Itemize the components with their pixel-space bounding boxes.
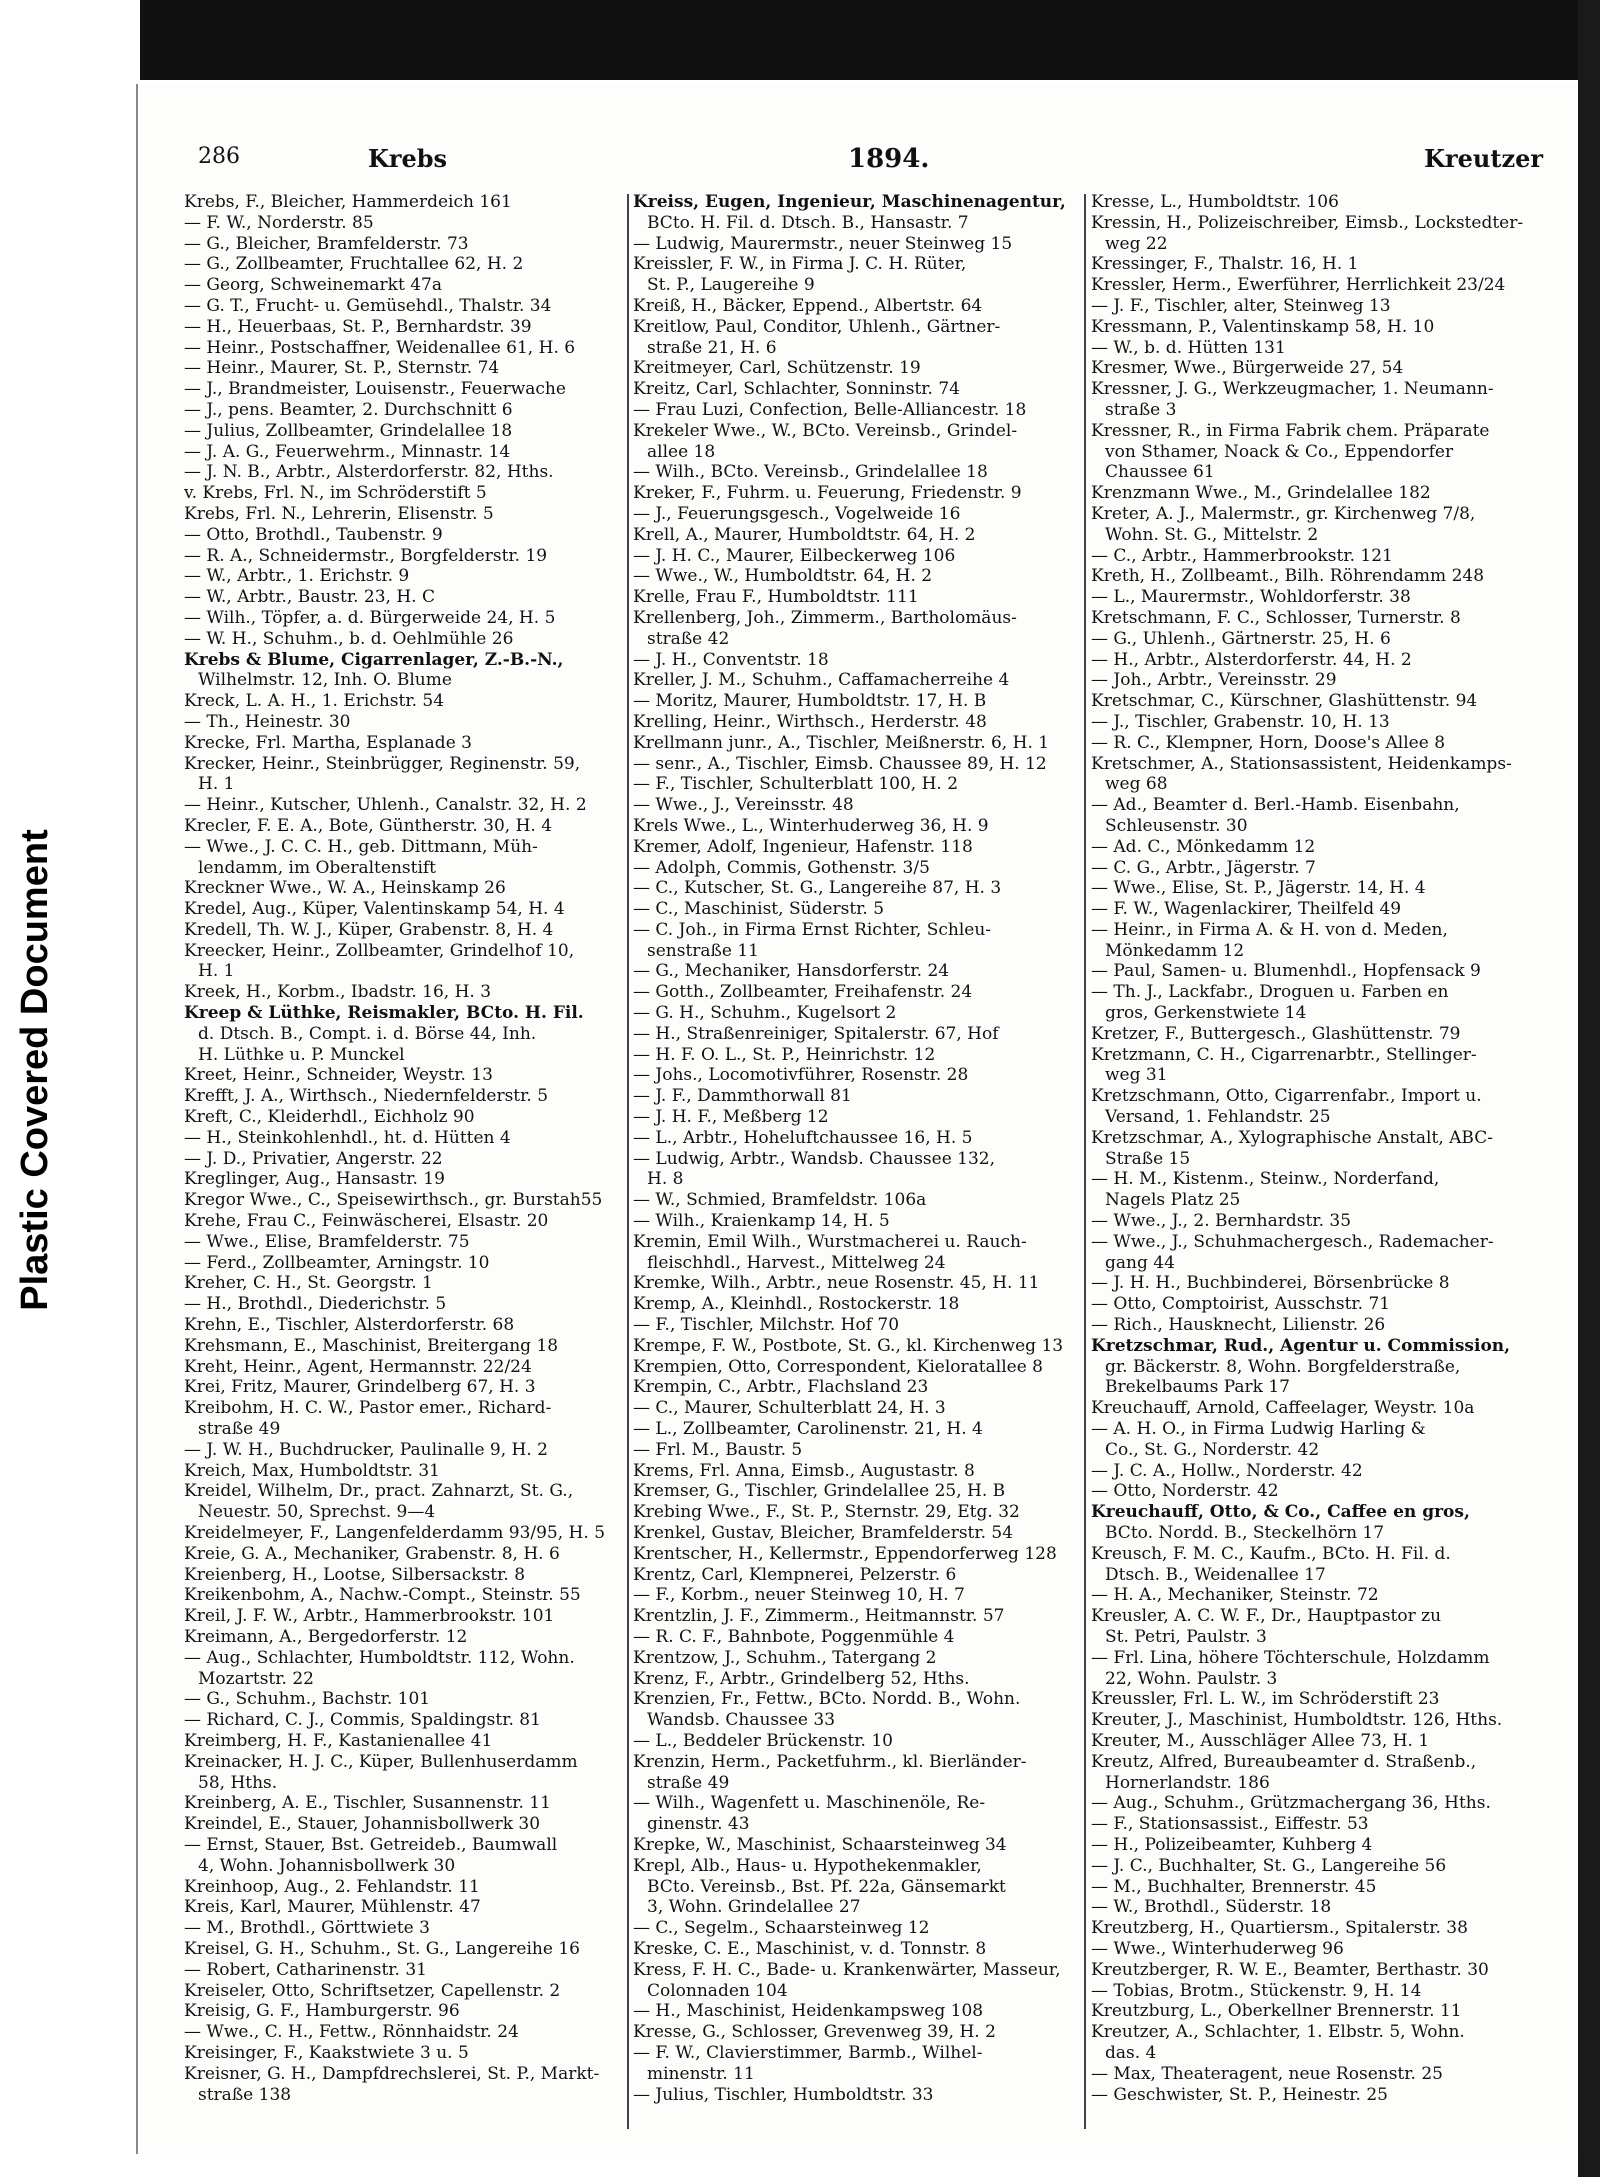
directory-entry: — F., Tischler, Schulterblatt 100, H. 2 (633, 774, 959, 795)
directory-entry: Kreutzberg, H., Quartiersm., Spitalerstr. 38 (1091, 1918, 1468, 1939)
directory-entry: — C., Segelm., Schaarsteinweg 12 (633, 1918, 930, 1939)
directory-entry: Krecker, Heinr., Steinbrügger, Reginenstr. 59, (184, 753, 581, 774)
directory-entry: — Wwe., J., Vereinsstr. 48 (633, 795, 854, 816)
directory-entry: — C., Kutscher, St. G., Langereihe 87, H. 3 (633, 878, 1002, 899)
directory-entry: gros, Gerkenstwiete 14 (1105, 1003, 1307, 1024)
directory-entry: gr. Bäckerstr. 8, Wohn. Borgfelderstraße, (1105, 1356, 1461, 1377)
directory-entry: Kressin, H., Polizeischreiber, Eimsb., Lockstedter- (1091, 212, 1524, 233)
directory-entry: Kredell, Th. W. J., Küper, Grabenstr. 8, H. 4 (184, 919, 554, 940)
directory-entry: — H. M., Kistenm., Steinw., Norderfand, (1091, 1169, 1440, 1190)
directory-entry: — Julius, Zollbeamter, Grindelallee 18 (184, 420, 513, 441)
directory-entry: Krenkel, Gustav, Bleicher, Bramfelderstr. 54 (633, 1523, 1014, 1543)
directory-entry: — H., Maschinist, Heidenkampsweg 108 (633, 2001, 984, 2022)
directory-entry: — J. C., Buchhalter, St. G., Langereihe 56 (1091, 1855, 1447, 1876)
directory-entry: — Richard, C. J., Commis, Spaldingstr. 81 (184, 1710, 541, 1731)
directory-entry: — Ludwig, Arbtr., Wandsb. Chaussee 132, (633, 1148, 996, 1169)
directory-entry: — W., Arbtr., 1. Erichstr. 9 (184, 566, 410, 587)
directory-entry: senstraße 11 (647, 940, 760, 961)
directory-entry: — Wwe., Winterhuderweg 96 (1091, 1938, 1344, 1959)
directory-entry: Krentzow, J., Schuhm., Tatergang 2 (633, 1647, 937, 1668)
directory-entry: minenstr. 11 (647, 2063, 755, 2084)
directory-entry: — Otto, Comptoirist, Ausschstr. 71 (1091, 1294, 1391, 1315)
directory-entry: — J. F., Dammthorwall 81 (633, 1086, 852, 1107)
directory-entry: BCto. H. Fil. d. Dtsch. B., Hansastr. 7 (647, 212, 969, 233)
directory-entry: — Heinr., Postschaffner, Weidenallee 61, H. 6 (184, 337, 576, 358)
directory-entry: Kreglinger, Aug., Hansastr. 19 (184, 1169, 445, 1190)
directory-entry: Kreil, J. F. W., Arbtr., Hammerbrookstr. 101 (184, 1606, 555, 1627)
directory-entry: Krebs & Blume, Cigarrenlager, Z.-B.-N., (184, 649, 564, 670)
directory-entry: Kretzschmar, A., Xylographische Anstalt, ABC- (1091, 1127, 1493, 1148)
directory-entry: — Paul, Samen- u. Blumenhdl., Hopfensack 9 (1091, 961, 1481, 982)
directory-entry: — C. G., Arbtr., Jägerstr. 7 (1091, 857, 1316, 878)
directory-entry: Kreimann, A., Bergedorferstr. 12 (184, 1626, 468, 1647)
directory-entry: Brekelbaums Park 17 (1105, 1377, 1290, 1398)
directory-entry: Krehn, E., Tischler, Alsterdorferstr. 68 (184, 1315, 515, 1336)
directory-entry: Krei, Fritz, Maurer, Grindelberg 67, H. 3 (184, 1377, 536, 1398)
directory-entry: — Geschwister, St. P., Heinestr. 25 (1091, 2084, 1388, 2105)
directory-entry: Krels Wwe., L., Winterhuderweg 36, H. 9 (633, 815, 989, 836)
directory-entry: Kreinhoop, Aug., 2. Fehlandstr. 11 (184, 1876, 480, 1897)
directory-entry: — Wwe., C. H., Fettw., Rönnhaidstr. 24 (184, 2022, 519, 2043)
directory-entry: — G., Schuhm., Bachstr. 101 (184, 1689, 431, 1710)
directory-entry: Kresse, G., Schlosser, Grevenweg 39, H. 2 (633, 2022, 996, 2043)
directory-entry: Krecler, F. E. A., Bote, Güntherstr. 30, H. 4 (184, 815, 553, 836)
directory-entry: — G., Bleicher, Bramfelderstr. 73 (184, 233, 469, 254)
directory-entry: — J., pens. Beamter, 2. Durchschnitt 6 (184, 399, 513, 420)
directory-entry: — Heinr., in Firma A. & H. von d. Meden, (1091, 919, 1448, 940)
directory-entry: Kreuchauff, Arnold, Caffeelager, Weystr. 10a (1091, 1398, 1475, 1419)
directory-entry: Kreher, C. H., St. Georgstr. 1 (184, 1273, 433, 1294)
directory-entry: Kreck, L. A. H., 1. Erichstr. 54 (184, 691, 445, 712)
directory-entry: Krellenberg, Joh., Zimmerm., Bartholomäus- (633, 607, 1017, 628)
directory-entry: Colonnaden 104 (647, 1980, 788, 2001)
directory-entry: — H., Heuerbaas, St. P., Bernhardstr. 39 (184, 316, 532, 337)
directory-entry: — J. C. A., Hollw., Norderstr. 42 (1091, 1460, 1363, 1481)
directory-entry: — W., Schmied, Bramfeldstr. 106a (633, 1190, 927, 1211)
directory-column-2 (633, 192, 1083, 2132)
directory-entry: — H., Straßenreiniger, Spitalerstr. 67, Hof (633, 1023, 999, 1044)
directory-entry: — L., Maurermstr., Wohldorferstr. 38 (1091, 587, 1411, 608)
directory-entry: — L., Beddeler Brückenstr. 10 (633, 1730, 893, 1751)
directory-entry: v. Krebs, Frl. N., im Schröderstift 5 (184, 483, 487, 504)
directory-entry: — Tobias, Brotm., Stückenstr. 9, H. 14 (1091, 1980, 1422, 2001)
directory-entry: St. P., Laugereihe 9 (647, 275, 815, 296)
directory-entry: — F., Tischler, Milchstr. Hof 70 (633, 1315, 900, 1336)
directory-entry: H. Lüthke u. P. Munckel (198, 1044, 405, 1065)
directory-entry: — F., Korbm., neuer Steinweg 10, H. 7 (633, 1585, 965, 1606)
directory-entry: — J., Feuerungsgesch., Vogelweide 16 (633, 503, 961, 524)
directory-entry: — Heinr., Maurer, St. P., Sternstr. 74 (184, 358, 500, 379)
side-label: Plastic Covered Document (14, 829, 56, 1311)
directory-entry: Kreht, Heinr., Agent, Hermannstr. 22/24 (184, 1356, 532, 1377)
page-number: 286 (198, 144, 240, 169)
directory-entry: Kreuter, M., Ausschläger Allee 73, H. 1 (1091, 1730, 1430, 1751)
directory-entry: lendamm, im Oberaltenstift (198, 857, 437, 878)
directory-entry: — W., Brothdl., Süderstr. 18 (1091, 1897, 1332, 1918)
directory-entry: fleischhdl., Harvest., Mittelweg 24 (647, 1252, 946, 1273)
directory-entry: — Wwe., J. C. C. H., geb. Dittmann, Müh- (184, 836, 538, 857)
directory-entry: — J. D., Privatier, Angerstr. 22 (184, 1148, 443, 1169)
directory-entry: — Ernst, Stauer, Bst. Getreideb., Baumwall (184, 1834, 558, 1855)
directory-entry: Kreitz, Carl, Schlachter, Sonninstr. 74 (633, 379, 960, 400)
directory-entry: Kreutzburg, L., Oberkellner Brennerstr. 11 (1091, 2001, 1462, 2022)
directory-entry: — Julius, Tischler, Humboldtstr. 33 (633, 2084, 934, 2105)
directory-entry: Kressler, Herm., Ewerführer, Herrlichkeit 23/24 (1091, 275, 1506, 296)
directory-entry: Krebs, Frl. N., Lehrerin, Elisenstr. 5 (184, 503, 494, 524)
directory-entry: Kreinberg, A. E., Tischler, Susannenstr. 11 (184, 1793, 551, 1814)
directory-entry: Kreimberg, H. F., Kastanienallee 41 (184, 1730, 493, 1751)
directory-entry: — J. H. F., Meßberg 12 (633, 1107, 829, 1128)
directory-entry: Krefft, J. A., Wirthsch., Niedernfelderstr. 5 (184, 1086, 549, 1107)
directory-entry: Kreker, F., Fuhrm. u. Feuerung, Friedenstr. 9 (633, 483, 1022, 504)
directory-entry: — C. Joh., in Firma Ernst Richter, Schleu- (633, 919, 992, 940)
directory-entry: Krellmann junr., A., Tischler, Meißnerstr. 6, H. 1 (633, 732, 1050, 753)
directory-entry: — Wwe., Elise, St. P., Jägerstr. 14, H. 4 (1091, 878, 1426, 899)
directory-entry: — J., Brandmeister, Louisenstr., Feuerwache (184, 379, 566, 400)
scan-border-right (1578, 0, 1600, 2177)
directory-entry: weg 22 (1105, 233, 1168, 254)
directory-entry: — H. F. O. L., St. P., Heinrichstr. 12 (633, 1044, 936, 1065)
directory-entry: Wandsb. Chaussee 33 (647, 1710, 836, 1731)
directory-entry: Kregor Wwe., C., Speisewirthsch., gr. Burstah55 (184, 1190, 603, 1211)
directory-entry: — H., Polizeibeamter, Kuhberg 4 (1091, 1834, 1373, 1855)
directory-entry: — Th., Heinestr. 30 (184, 711, 351, 732)
directory-entry: weg 31 (1105, 1065, 1168, 1086)
directory-entry: St. Petri, Paulstr. 3 (1105, 1626, 1267, 1647)
directory-entry: — Otto, Norderstr. 42 (1091, 1481, 1279, 1502)
directory-entry: Krepl, Alb., Haus- u. Hypothekenmakler, (633, 1855, 982, 1876)
directory-entry: Krelling, Heinr., Wirthsch., Herderstr. 48 (633, 711, 987, 732)
directory-entry: Krems, Frl. Anna, Eimsb., Augustastr. 8 (633, 1460, 975, 1481)
directory-entry: Krenzin, Herm., Packetfuhrm., kl. Bierländer- (633, 1751, 1027, 1772)
directory-entry: Kretzschmann, Otto, Cigarrenfabr., Import u. (1091, 1086, 1482, 1107)
directory-entry: Kreutz, Alfred, Bureaubeamter d. Straßenb., (1091, 1751, 1477, 1772)
directory-entry: Kremin, Emil Wilh., Wurstmacherei u. Rauch- (633, 1231, 1027, 1252)
directory-entry: — H. A., Mechaniker, Steinstr. 72 (1091, 1585, 1379, 1606)
directory-entry: — Otto, Brothdl., Taubenstr. 9 (184, 524, 443, 545)
directory-entry: — Wwe., W., Humboldtstr. 64, H. 2 (633, 566, 933, 587)
directory-entry: — G., Zollbeamter, Fruchtallee 62, H. 2 (184, 254, 524, 275)
directory-entry: — Ad., Beamter d. Berl.-Hamb. Eisenbahn, (1091, 795, 1460, 816)
directory-entry: — L., Zollbeamter, Carolinenstr. 21, H. 4 (633, 1419, 983, 1440)
directory-entry: — Ferd., Zollbeamter, Arningstr. 10 (184, 1252, 490, 1273)
directory-entry: — Frau Luzi, Confection, Belle-Alliancestr. 18 (633, 399, 1027, 420)
directory-entry: Krentzlin, J. F., Zimmerm., Heitmannstr. 57 (633, 1606, 1005, 1627)
directory-entry: — R. C. F., Bahnbote, Poggenmühle 4 (633, 1626, 955, 1647)
directory-entry: Krehe, Frau C., Feinwäscherei, Elsastr. 20 (184, 1211, 549, 1232)
directory-entry: — Frl. M., Baustr. 5 (633, 1439, 803, 1460)
directory-entry: Krebing Wwe., F., St. P., Sternstr. 29, Etg. 32 (633, 1502, 1020, 1523)
directory-entry: — Ludwig, Maurermstr., neuer Steinweg 15 (633, 233, 1013, 254)
directory-entry: Kreiß, H., Bäcker, Eppend., Albertstr. 64 (633, 295, 983, 316)
directory-entry: Kreie, G. A., Mechaniker, Grabenstr. 8, H. 6 (184, 1543, 560, 1564)
directory-entry: straße 42 (647, 628, 730, 649)
directory-entry: Krenzien, Fr., Fettw., BCto. Nordd. B., Wohn. (633, 1689, 1021, 1710)
directory-entry: Kreinacker, H. J. C., Küper, Bullenhuserdamm (184, 1751, 578, 1772)
directory-entry: Kreske, C. E., Maschinist, v. d. Tonnstr. 8 (633, 1938, 987, 1959)
directory-entry: Kreft, C., Kleiderhdl., Eichholz 90 (184, 1107, 475, 1128)
directory-entry: Krempe, F. W., Postbote, St. G., kl. Kirchenweg 13 (633, 1335, 1064, 1356)
directory-entry: Kretschmer, A., Stationsassistent, Heidenkamps- (1091, 753, 1512, 774)
directory-entry: — G., Mechaniker, Hansdorferstr. 24 (633, 961, 950, 982)
directory-entry: Kreissler, F. W., in Firma J. C. H. Rüter, (633, 254, 967, 275)
directory-entry: Wohn. St. G., Mittelstr. 2 (1105, 524, 1319, 545)
column-divider (1084, 194, 1086, 2129)
header-year: 1894. (848, 144, 930, 174)
directory-entry: — J. F., Tischler, alter, Steinweg 13 (1091, 295, 1391, 316)
directory-entry: — G., Uhlenh., Gärtnerstr. 25, H. 6 (1091, 628, 1391, 649)
directory-entry: d. Dtsch. B., Compt. i. d. Börse 44, Inh. (198, 1023, 537, 1044)
directory-entry: — J. H. C., Maurer, Eilbeckerweg 106 (633, 545, 956, 566)
directory-entry: Kreisner, G. H., Dampfdrechslerei, St. P., Markt- (184, 2063, 600, 2084)
directory-entry: Kreckner Wwe., W. A., Heinskamp 26 (184, 878, 506, 899)
directory-entry: BCto. Nordd. B., Steckelhörn 17 (1105, 1523, 1385, 1543)
directory-entry: Krenz, F., Arbtr., Grindelberg 52, Hths. (633, 1668, 970, 1689)
directory-entry: — J., Tischler, Grabenstr. 10, H. 13 (1091, 711, 1390, 732)
directory-entry: 3, Wohn. Grindelallee 27 (647, 1897, 861, 1918)
directory-entry: — Joh., Arbtr., Vereinsstr. 29 (1091, 670, 1337, 691)
directory-entry: — Georg, Schweinemarkt 47a (184, 275, 442, 296)
directory-entry: Kreusch, F. M. C., Kaufm., BCto. H. Fil. d. (1091, 1543, 1451, 1564)
directory-entry: — H., Brothdl., Diederichstr. 5 (184, 1294, 447, 1315)
directory-entry: — Max, Theateragent, neue Rosenstr. 25 (1091, 2063, 1443, 2084)
directory-entry: Krelle, Frau F., Humboldtstr. 111 (633, 587, 919, 608)
directory-entry: — Frl. Lina, höhere Töchterschule, Holzdamm (1091, 1647, 1490, 1668)
directory-entry: Kreutzer, A., Schlachter, 1. Elbstr. 5, Wohn. (1091, 2022, 1465, 2043)
directory-entry: Schleusenstr. 30 (1105, 815, 1248, 836)
directory-entry: ginenstr. 43 (647, 1814, 750, 1835)
directory-entry: Kreutzberger, R. W. E., Beamter, Berthastr. 30 (1091, 1959, 1489, 1980)
directory-entry: — Wilh., Töpfer, a. d. Bürgerweide 24, H. 5 (184, 607, 556, 628)
directory-entry: Kreidelmeyer, F., Langenfelderdamm 93/95, H. 5 (184, 1523, 606, 1543)
directory-entry: — J. N. B., Arbtr., Alsterdorferstr. 82, Hths. (184, 462, 554, 483)
directory-entry: Kremp, A., Kleinhdl., Rostockerstr. 18 (633, 1294, 960, 1315)
directory-entry: straße 21, H. 6 (647, 337, 777, 358)
directory-entry: Kresse, L., Humboldtstr. 106 (1091, 192, 1339, 212)
directory-entry: Kreet, Heinr., Schneider, Weystr. 13 (184, 1065, 493, 1086)
directory-entry: gang 44 (1105, 1252, 1175, 1273)
directory-entry: — J. W. H., Buchdrucker, Paulinalle 9, H. 2 (184, 1439, 548, 1460)
directory-entry: Kreikenbohm, A., Nachw.-Compt., Steinstr. 55 (184, 1585, 581, 1606)
directory-entry: Straße 15 (1105, 1148, 1191, 1169)
directory-entry: straße 49 (198, 1419, 281, 1440)
directory-entry: — Johs., Locomotivführer, Rosenstr. 28 (633, 1065, 969, 1086)
directory-entry: Kreecker, Heinr., Zollbeamter, Grindelhof 10, (184, 940, 575, 961)
directory-entry: Versand, 1. Fehlandstr. 25 (1105, 1107, 1331, 1128)
directory-entry: 4, Wohn. Johannisbollwerk 30 (198, 1855, 456, 1876)
directory-entry: Kreisinger, F., Kaakstwiete 3 u. 5 (184, 2042, 469, 2063)
directory-entry: — Adolph, Commis, Gothenstr. 3/5 (633, 857, 930, 878)
directory-entry: Krempin, C., Arbtr., Flachsland 23 (633, 1377, 929, 1398)
directory-entry: — G. T., Frucht- u. Gemüsehdl., Thalstr. 34 (184, 295, 552, 316)
page-header (198, 144, 1543, 188)
directory-entry: Kretzer, F., Buttergesch., Glashüttenstr. 79 (1091, 1023, 1461, 1044)
directory-entry: Krecke, Frl. Martha, Esplanade 3 (184, 732, 472, 753)
directory-entry: Krepke, W., Maschinist, Schaarsteinweg 34 (633, 1834, 1007, 1855)
directory-entry: — Robert, Catharinenstr. 31 (184, 1959, 427, 1980)
directory-entry: — J. H., Conventstr. 18 (633, 649, 829, 670)
directory-entry: — H., Steinkohlenhdl., ht. d. Hütten 4 (184, 1127, 511, 1148)
directory-entry: — W., Arbtr., Baustr. 23, H. C (184, 587, 435, 608)
directory-entry: Chaussee 61 (1105, 462, 1215, 483)
directory-entry: — Wwe., Elise, Bramfelderstr. 75 (184, 1231, 470, 1252)
directory-entry: Kreidel, Wilhelm, Dr., pract. Zahnarzt, St. G., (184, 1481, 574, 1502)
directory-entry: — F. W., Wagenlackirer, Theilfeld 49 (1091, 899, 1402, 920)
directory-entry: weg 68 (1105, 774, 1168, 795)
directory-entry: — R. C., Klempner, Horn, Doose's Allee 8 (1091, 732, 1446, 753)
directory-entry: Kreusler, A. C. W. F., Dr., Hauptpastor zu (1091, 1606, 1442, 1627)
directory-entry: — H., Arbtr., Alsterdorferstr. 44, H. 2 (1091, 649, 1412, 670)
directory-entry: — J. A. G., Feuerwehrm., Minnastr. 14 (184, 441, 511, 462)
directory-entry: Kreller, J. M., Schuhm., Caffamacherreihe 4 (633, 670, 1010, 691)
directory-entry: Kressinger, F., Thalstr. 16, H. 1 (1091, 254, 1359, 275)
directory-column-3 (1091, 192, 1541, 2132)
directory-entry: Krentz, Carl, Klempnerei, Pelzerstr. 6 (633, 1564, 957, 1585)
directory-entry: — Wwe., J., 2. Bernhardstr. 35 (1091, 1211, 1352, 1232)
scan-border-top (140, 0, 1600, 80)
directory-entry: Neuestr. 50, Sprechst. 9—4 (198, 1502, 436, 1523)
directory-entry: Kremke, Wilh., Arbtr., neue Rosenstr. 45, H. 11 (633, 1273, 1040, 1294)
directory-entry: — G. H., Schuhm., Kugelsort 2 (633, 1003, 897, 1024)
directory-entry: — C., Maurer, Schulterblatt 24, H. 3 (633, 1398, 946, 1419)
directory-entry: Krell, A., Maurer, Humboldtstr. 64, H. 2 (633, 524, 976, 545)
directory-entry: 58, Hths. (198, 1772, 278, 1793)
header-first-name: Krebs (368, 144, 448, 173)
directory-entry: Kretzmann, C. H., Cigarrenarbtr., Stellinger- (1091, 1044, 1477, 1065)
directory-entry: 22, Wohn. Paulstr. 3 (1105, 1668, 1278, 1689)
directory-entry: Nagels Platz 25 (1105, 1190, 1241, 1211)
directory-entry: Kreich, Max, Humboldtstr. 31 (184, 1460, 440, 1481)
directory-entry: Krentscher, H., Kellermstr., Eppendorferweg 128 (633, 1543, 1057, 1564)
directory-entry: Kreis, Karl, Maurer, Mühlenstr. 47 (184, 1897, 481, 1918)
directory-entry: Kreindel, E., Stauer, Johannisbollwerk 30 (184, 1814, 541, 1835)
directory-entry: Kreisig, G. F., Hamburgerstr. 96 (184, 2001, 460, 2022)
directory-entry: H. 1 (198, 961, 235, 982)
directory-entry: H. 8 (647, 1169, 684, 1190)
directory-entry: Kreuter, J., Maschinist, Humboldtstr. 126, Hths. (1091, 1710, 1503, 1731)
directory-entry: Kremser, G., Tischler, Grindelallee 25, H. B (633, 1481, 1006, 1502)
directory-entry: Hornerlandstr. 186 (1105, 1772, 1270, 1793)
header-last-name: Kreutzer (1424, 144, 1543, 173)
directory-entry: Krehsmann, E., Maschinist, Breitergang 18 (184, 1335, 559, 1356)
directory-entry: Mozartstr. 22 (198, 1668, 314, 1689)
directory-entry: — J. H. H., Buchbinderei, Börsenbrücke 8 (1091, 1273, 1450, 1294)
directory-entry: — R. A., Schneidermstr., Borgfelderstr. 19 (184, 545, 548, 566)
directory-entry: — L., Arbtr., Hoheluftchaussee 16, H. 5 (633, 1127, 973, 1148)
directory-entry: Kretschmann, F. C., Schlosser, Turnerstr. 8 (1091, 607, 1461, 628)
directory-entry: — Rich., Hausknecht, Lilienstr. 26 (1091, 1315, 1386, 1336)
directory-entry: — Aug., Schlachter, Humboldtstr. 112, Wohn. (184, 1647, 575, 1668)
directory-entry: BCto. Vereinsb., Bst. Pf. 22a, Gänsemarkt (647, 1876, 1006, 1897)
column-divider (627, 194, 629, 2129)
directory-entry: — A. H. O., in Firma Ludwig Harling & (1091, 1419, 1426, 1440)
directory-entry: — Wwe., J., Schuhmachergesch., Rademacher- (1091, 1231, 1494, 1252)
document-page (136, 84, 1578, 2154)
directory-entry: — Ad. C., Mönkedamm 12 (1091, 836, 1316, 857)
directory-entry: straße 49 (647, 1772, 730, 1793)
directory-entry: allee 18 (647, 441, 716, 462)
directory-entry: — M., Brothdl., Görttwiete 3 (184, 1918, 430, 1939)
directory-entry: Kreth, H., Zollbeamt., Bilh. Röhrendamm 248 (1091, 566, 1485, 587)
directory-column-1 (184, 192, 624, 2132)
directory-entry: Wilhelmstr. 12, Inh. O. Blume (198, 670, 452, 691)
directory-entry: Kresmer, Wwe., Bürgerweide 27, 54 (1091, 358, 1404, 379)
directory-entry: Kreep & Lüthke, Reismakler, BCto. H. Fil. (184, 1003, 584, 1024)
directory-entry: Kress, F. H. C., Bade- u. Krankenwärter, Masseur, (633, 1959, 1061, 1980)
directory-entry: Kreisel, G. H., Schuhm., St. G., Langereihe 16 (184, 1938, 580, 1959)
directory-entry: — F. W., Clavierstimmer, Barmb., Wilhel- (633, 2042, 983, 2063)
directory-entry: Kreuchauff, Otto, & Co., Caffee en gros, (1091, 1502, 1470, 1523)
directory-entry: — Wilh., Kraienkamp 14, H. 5 (633, 1211, 890, 1232)
directory-entry: H. 1 (198, 774, 235, 795)
directory-entry: Krempien, Otto, Correspondent, Kieloratallee 8 (633, 1356, 1043, 1377)
directory-entry: — Wilh., BCto. Vereinsb., Grindelallee 18 (633, 462, 988, 483)
directory-entry: Krebs, F., Bleicher, Hammerdeich 161 (184, 192, 512, 212)
directory-entry: — W., b. d. Hütten 131 (1091, 337, 1286, 358)
directory-entry: Krekeler Wwe., W., BCto. Vereinsb., Grindel- (633, 420, 1018, 441)
directory-entry: — Heinr., Kutscher, Uhlenh., Canalstr. 32, H. 2 (184, 795, 587, 816)
directory-entry: Kreitlow, Paul, Conditor, Uhlenh., Gärtner- (633, 316, 1001, 337)
directory-entry: Kreienberg, H., Lootse, Silbersackstr. 8 (184, 1564, 526, 1585)
directory-entry: Kretschmar, C., Kürschner, Glashüttenstr. 94 (1091, 691, 1478, 712)
directory-entry: Co., St. G., Norderstr. 42 (1105, 1439, 1320, 1460)
directory-entry: Kremer, Adolf, Ingenieur, Hafenstr. 118 (633, 836, 973, 857)
side-label-strip (0, 0, 70, 2177)
directory-entry: Krenzmann Wwe., M., Grindelallee 182 (1091, 483, 1431, 504)
directory-entry: — F. W., Norderstr. 85 (184, 212, 374, 233)
directory-entry: — Gotth., Zollbeamter, Freihafenstr. 24 (633, 982, 973, 1003)
directory-entry: — Aug., Schuhm., Grützmachergang 36, Hths. (1091, 1793, 1491, 1814)
directory-entry: das. 4 (1105, 2042, 1157, 2063)
directory-entry: straße 3 (1105, 399, 1177, 420)
directory-entry: Kredel, Aug., Küper, Valentinskamp 54, H. 4 (184, 899, 565, 920)
directory-entry: — W. H., Schuhm., b. d. Oehlmühle 26 (184, 628, 514, 649)
directory-entry: Mönkedamm 12 (1105, 940, 1245, 961)
directory-entry: — M., Buchhalter, Brennerstr. 45 (1091, 1876, 1377, 1897)
directory-entry: — Th. J., Lackfabr., Droguen u. Farben en (1091, 982, 1449, 1003)
directory-entry: Kressmann, P., Valentinskamp 58, H. 10 (1091, 316, 1435, 337)
directory-entry: Kreibohm, H. C. W., Pastor emer., Richard- (184, 1398, 552, 1419)
directory-entry: — Wilh., Wagenfett u. Maschinenöle, Re- (633, 1793, 986, 1814)
directory-entry: — C., Arbtr., Hammerbrookstr. 121 (1091, 545, 1393, 566)
directory-entry: — senr., A., Tischler, Eimsb. Chaussee 89, H. 12 (633, 753, 1047, 774)
directory-entry: Kreiss, Eugen, Ingenieur, Maschinenagentur, (633, 192, 1066, 212)
directory-entry: Kretzschmar, Rud., Agentur u. Commission, (1091, 1335, 1511, 1356)
directory-entry: straße 138 (198, 2084, 292, 2105)
directory-entry: Kreussler, Frl. L. W., im Schröderstift 23 (1091, 1689, 1440, 1710)
directory-entry: Dtsch. B., Weidenallee 17 (1105, 1564, 1326, 1585)
directory-entry: Kreitmeyer, Carl, Schützenstr. 19 (633, 358, 921, 379)
directory-entry: — C., Maschinist, Süderstr. 5 (633, 899, 885, 920)
directory-entry: von Sthamer, Noack & Co., Eppendorfer (1105, 441, 1454, 462)
directory-entry: — Moritz, Maurer, Humboldtstr. 17, H. B (633, 691, 987, 712)
directory-entry: Kreiseler, Otto, Schriftsetzer, Capellenstr. 2 (184, 1980, 561, 2001)
directory-entry: Kressner, J. G., Werkzeugmacher, 1. Neumann- (1091, 379, 1494, 400)
directory-entry: Kreek, H., Korbm., Ibadstr. 16, H. 3 (184, 982, 492, 1003)
directory-entry: Kreter, A. J., Malermstr., gr. Kirchenweg 7/8, (1091, 503, 1476, 524)
directory-entry: Kressner, R., in Firma Fabrik chem. Präparate (1091, 420, 1490, 441)
directory-entry: — F., Stationsassist., Eiffestr. 53 (1091, 1814, 1369, 1835)
